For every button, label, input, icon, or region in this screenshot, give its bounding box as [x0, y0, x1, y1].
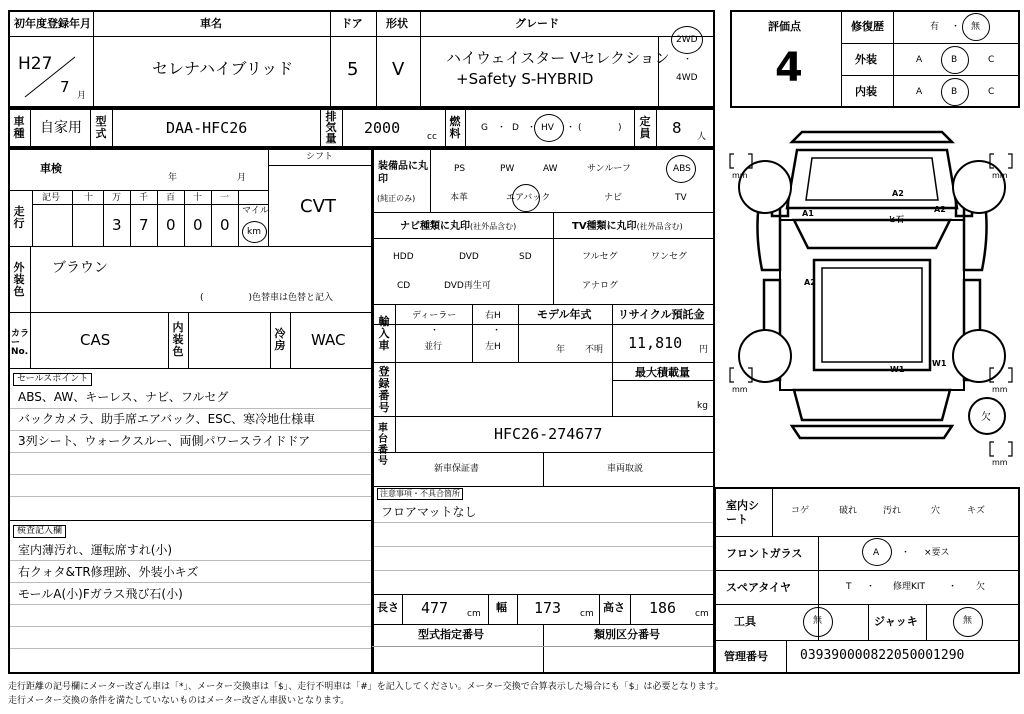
color-change-note: ( )色替車は色替と記入: [200, 293, 334, 303]
equip-leather: 本革: [450, 193, 469, 203]
glass-x: ×要ス: [924, 548, 950, 558]
shift: CVT: [300, 196, 336, 217]
nav-cd: CD: [397, 281, 411, 291]
exterior-b: B: [951, 55, 958, 65]
svg-text:mm: mm: [992, 385, 1008, 394]
fuel-dot-2: ・: [527, 123, 537, 133]
drive-4wd: 4WD: [676, 73, 698, 83]
color-no-label: カラーNo.: [11, 329, 30, 357]
sales-label: セールスポイント: [13, 373, 92, 386]
exterior-label: 外装: [855, 53, 877, 66]
class-no-label: 類別区分番号: [594, 628, 660, 641]
capacity-label: 定員: [639, 115, 651, 140]
import-label: 輸入車: [378, 315, 390, 352]
svg-text:mm: mm: [732, 385, 748, 394]
length-cm: cm: [467, 609, 481, 619]
ac-label: 冷房: [274, 327, 286, 352]
width-cm: cm: [580, 609, 594, 619]
import-parallel: 並行: [424, 342, 443, 352]
grade-label: グレード: [515, 17, 559, 30]
seat-koge: コゲ: [791, 506, 810, 516]
equip-aw: AW: [543, 164, 558, 174]
mileage-digit-4: 0: [166, 216, 176, 234]
import-left-h: 左H: [485, 342, 501, 352]
seat-ana: 穴: [931, 506, 941, 516]
score-label: 評価点: [768, 20, 801, 33]
mark-a2-right: A2: [934, 205, 946, 214]
tools: 無: [813, 616, 823, 626]
car-name-label: 車名: [200, 17, 222, 30]
digit-label-2: 万: [112, 193, 122, 203]
shaken-month-unit: 月: [237, 173, 247, 183]
nav-dvd-play: DVD再生可: [444, 281, 491, 291]
fuel-hv: HV: [541, 123, 554, 133]
svg-text:mm: mm: [992, 458, 1008, 467]
length-label: 長さ: [377, 601, 399, 614]
displacement: 2000: [364, 119, 401, 137]
height-cm: cm: [695, 609, 709, 619]
mile-label: マイル: [242, 206, 269, 216]
person-unit: 人: [697, 132, 707, 142]
missing-mark: 欠: [981, 412, 991, 423]
repair-yes: 有: [930, 22, 940, 32]
footer-line-1: 走行距離の記号欄にメーター改ざん車は「*」、メーター交換車は「$」、走行不明車は「#」を記入してください。メーター交換で合算表示した場合にも「$」は必要となります。: [8, 682, 724, 692]
manual: 車両取説: [607, 464, 644, 474]
digit-label-4: 百: [166, 193, 176, 203]
jack: 無: [963, 616, 973, 626]
model-label: 型式: [95, 115, 107, 140]
equip-pw: PW: [500, 164, 515, 174]
sales-line-1: ABS、AW、キーレス、ナビ、フルセグ: [18, 390, 229, 404]
fuel-paren-r: ): [618, 123, 622, 133]
ac: WAC: [311, 331, 346, 349]
glass-a: A: [873, 548, 880, 558]
equipment-sub: (純正のみ): [377, 194, 416, 203]
nav-dvd: DVD: [459, 252, 479, 262]
jack-label: ジャッキ: [874, 615, 918, 628]
mark-w1-center: W1: [890, 365, 905, 374]
interior-b: B: [951, 87, 958, 97]
tv-analog: アナログ: [582, 281, 619, 291]
cc-unit: cc: [427, 132, 437, 142]
digit-label-5: 十: [193, 193, 203, 203]
digit-label-6: 一: [220, 193, 230, 203]
nav-sd: SD: [519, 252, 532, 262]
import-dot-1: ・: [430, 326, 440, 336]
exterior-c: C: [988, 55, 995, 65]
notes-label: 注意事項・不具合箇所: [377, 488, 463, 500]
usage: 自家用: [40, 120, 82, 136]
equip-ps: PS: [454, 164, 466, 174]
recycle-label: リサイクル預託金: [618, 308, 705, 321]
seat-label: 室内シート: [726, 499, 759, 526]
footer-line-2: 走行メーター交換の条件を満たしていないものはメーター改ざん車扱いとなります。: [8, 696, 350, 706]
drive-2wd: 2WD: [676, 35, 698, 45]
doors: 5: [347, 59, 359, 80]
mileage-digit-6: 0: [220, 216, 230, 234]
mark-a2-left: A2: [804, 278, 816, 287]
shape-label: 形状: [386, 17, 408, 30]
equip-navi: ナビ: [604, 193, 623, 203]
spec-row: [8, 108, 715, 148]
mark-hiseki: ヒ石: [888, 215, 904, 224]
sales-line-3: 3列シート、ウォークスルー、両側パワースライドドア: [18, 434, 311, 448]
width-label: 幅: [496, 601, 507, 614]
nav-label: ナビ種類に丸印(社外品含む): [400, 221, 517, 232]
equip-abs: ABS: [673, 164, 691, 174]
door-label: ドア: [341, 17, 363, 30]
max-load-label: 最大積載量: [635, 366, 690, 379]
seat-kizu: キズ: [967, 506, 985, 516]
width: 173: [534, 599, 562, 617]
interior-label: 内装: [855, 85, 877, 98]
shift-label: シフト: [306, 152, 334, 162]
import-dot-2: ・: [492, 326, 502, 336]
usage-label: 車種: [13, 115, 25, 140]
nav-hdd: HDD: [393, 252, 414, 262]
digit-label-3: 千: [139, 193, 149, 203]
capacity: 8: [672, 119, 682, 137]
car-diagram: [722, 120, 1022, 482]
sign-label: 記号: [42, 193, 61, 203]
repair-no: 無: [971, 22, 981, 32]
interior-color-label: 内装色: [172, 321, 184, 358]
mileage-label: 走行: [13, 205, 25, 230]
repair-label: 修復歴: [851, 20, 884, 33]
score: 4: [775, 45, 803, 91]
exterior-a: A: [916, 55, 923, 65]
chassis: HFC26-274677: [494, 425, 603, 443]
shaken-year-unit: 年: [168, 173, 178, 183]
fuel-g: G: [481, 123, 488, 133]
mileage-digit-3: 7: [139, 216, 149, 234]
grade-line1: ハイウェイスター Vセレクション: [446, 49, 670, 67]
first-reg-year: H27: [18, 54, 53, 74]
color-no: CAS: [80, 331, 111, 349]
spare-kit: 修理KIT: [893, 582, 926, 592]
repair-dot: ・: [951, 22, 961, 32]
km-label: km: [247, 227, 261, 237]
length: 477: [421, 599, 449, 617]
spare-t: T: [846, 582, 852, 592]
grade-line2: +Safety S-HYBRID: [456, 70, 594, 88]
seat-yogore: 汚れ: [883, 506, 902, 516]
yen-unit: 円: [699, 345, 709, 355]
interior-c: C: [988, 87, 995, 97]
mgmt-no: 039390000822050001290: [800, 648, 965, 663]
kg-unit: kg: [697, 401, 708, 411]
first-reg-month: 7: [60, 78, 70, 96]
model-year-label: モデル年式: [537, 308, 592, 321]
shape: V: [392, 59, 405, 80]
recycle-amount: 11,810: [628, 334, 683, 352]
chassis-label: 車台番号: [378, 423, 388, 467]
equip-airbag: エアバック: [506, 193, 551, 203]
tv-oneseg: ワンセグ: [651, 252, 688, 262]
svg-text:mm: mm: [732, 171, 748, 180]
equip-tv: TV: [675, 193, 687, 203]
drive-dot: ・: [683, 55, 693, 65]
import-dealer: ディーラー: [412, 311, 457, 321]
inspector-line-1: 室内薄汚れ、運転席すれ(小): [18, 543, 173, 557]
mark-w1-right: W1: [932, 359, 947, 368]
tv-fullseg: フルセグ: [582, 252, 618, 262]
registration-label: 登録番号: [378, 365, 390, 414]
slash-divider: [20, 52, 80, 100]
mgmt-label: 管理番号: [724, 650, 768, 663]
inspector-line-3: モールA(小)Fガラス飛び石(小): [18, 587, 183, 601]
model-year-unknown: 不明: [585, 345, 604, 355]
notes: フロアマットなし: [381, 505, 477, 519]
spare-dot-2: ・: [948, 582, 958, 592]
car-name: セレナハイブリッド: [152, 59, 294, 78]
exterior-color: ブラウン: [52, 260, 108, 276]
mark-a2-front: A2: [892, 189, 904, 198]
spare-label: スペアタイヤ: [726, 581, 792, 594]
month-unit: 月: [77, 91, 87, 101]
height: 186: [649, 599, 677, 617]
warranty: 新車保証書: [434, 464, 480, 474]
fuel-paren-l: (: [578, 123, 582, 133]
fuel-d: D: [512, 123, 519, 133]
import-right-h: 右H: [485, 311, 501, 321]
svg-text:mm: mm: [992, 171, 1008, 180]
tools-label: 工具: [734, 615, 756, 628]
spare-dot-1: ・: [866, 582, 876, 592]
seat-yabure: 破れ: [839, 506, 858, 516]
inspector-line-2: 右クォタ&TR修理跡、外装小キズ: [18, 565, 199, 579]
glass-label: フロントガラス: [726, 547, 803, 560]
exterior-color-label: 外装色: [13, 261, 25, 298]
spare-none: 欠: [976, 582, 986, 592]
shaken-label: 車検: [40, 162, 62, 175]
fuel-label: 燃料: [449, 115, 461, 140]
disp-label: 排気量: [325, 110, 337, 145]
equip-sunroof: サンルーフ: [587, 164, 631, 174]
first-reg-label: 初年度登録年月: [14, 17, 91, 30]
fuel-dot-1: ・: [497, 123, 507, 133]
model: DAA-HFC26: [166, 119, 248, 137]
glass-dot: ・: [901, 548, 911, 558]
inspector-label: 検査記入欄: [13, 525, 66, 538]
mileage-digit-5: 0: [193, 216, 203, 234]
sales-line-2: バックカメラ、助手席エアバック、ESC、寒冷地仕様車: [18, 412, 316, 426]
digit-label-1: 十: [84, 193, 94, 203]
tv-label: TV種類に丸印(社外品含む): [572, 221, 683, 232]
type-no-label: 型式指定番号: [418, 628, 484, 641]
height-label: 高さ: [603, 601, 625, 614]
model-year-unit: 年: [556, 345, 566, 355]
equipment-label: 装備品に丸印: [378, 161, 428, 185]
mileage-digit-2: 3: [112, 216, 122, 234]
interior-a: A: [916, 87, 923, 97]
fuel-dot-3: ・: [566, 123, 576, 133]
mark-a1-left: A1: [802, 209, 814, 218]
